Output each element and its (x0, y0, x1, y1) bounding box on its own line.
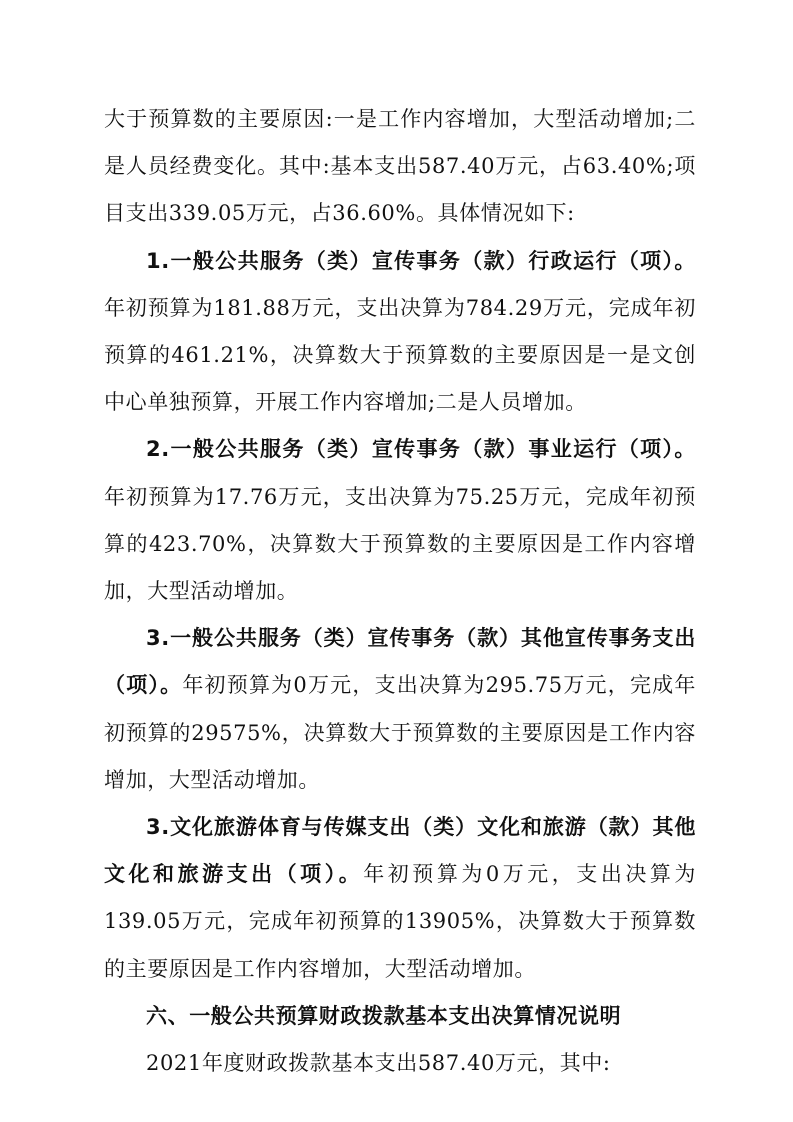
section-title: 六、一般公共预算财政拨款基本支出决算情况说明 (146, 1003, 622, 1028)
paragraph-text: 2021年度财政拨款基本支出587.40万元，其中: (146, 1051, 611, 1076)
item-body: 年初预算为0万元，支出决算为295.75万元，完成年初预算的29575%，决算数大于预算数的主要原因是工作内容增加，大型活动增加。 (104, 673, 696, 792)
paragraph-summary (104, 1040, 696, 1087)
paragraph-item-2 (104, 426, 696, 615)
item-heading: 3.文化旅游体育与传媒支出（类）文化和旅游（款）其他文化和旅游支出（项）。 (104, 815, 696, 887)
paragraph-text: 大于预算数的主要原因:一是工作内容增加，大型活动增加;二是人员经费变化。其中:基本支出587.40万元，占63.40%;项目支出339.05万元，占36.60%。具体情况如下: (104, 107, 696, 226)
paragraph-item-1 (104, 238, 696, 427)
item-body: 年初预算为17.76万元，支出决算为75.25万元，完成年初预算的423.70%，决算数大于预算数的主要原因是工作内容增加，大型活动增加。 (104, 484, 696, 604)
document-body (104, 96, 696, 1087)
item-heading: 3.一般公共服务（类）宣传事务（款）其他宣传事务支出（项）。 (104, 626, 696, 698)
item-heading: 2.一般公共服务（类）宣传事务（款）事业运行（项）。 (146, 437, 696, 462)
paragraph-intro (104, 96, 696, 238)
paragraph-item-3 (104, 615, 696, 804)
item-heading: 1.一般公共服务（类）宣传事务（款）行政运行（项）。 (146, 248, 696, 273)
section-heading (104, 993, 696, 1040)
paragraph-item-4 (104, 804, 696, 993)
item-body: 年初预算为181.88万元，支出决算为784.29万元，完成年初预算的461.21%，决算数大于预算数的主要原因是一是文创中心单独预算，开展工作内容增加;二是人员增加。 (104, 295, 696, 415)
item-body: 年初预算为0万元，支出决算为139.05万元，完成年初预算的13905%，决算数大于预算数的主要原因是工作内容增加，大型活动增加。 (104, 862, 696, 981)
